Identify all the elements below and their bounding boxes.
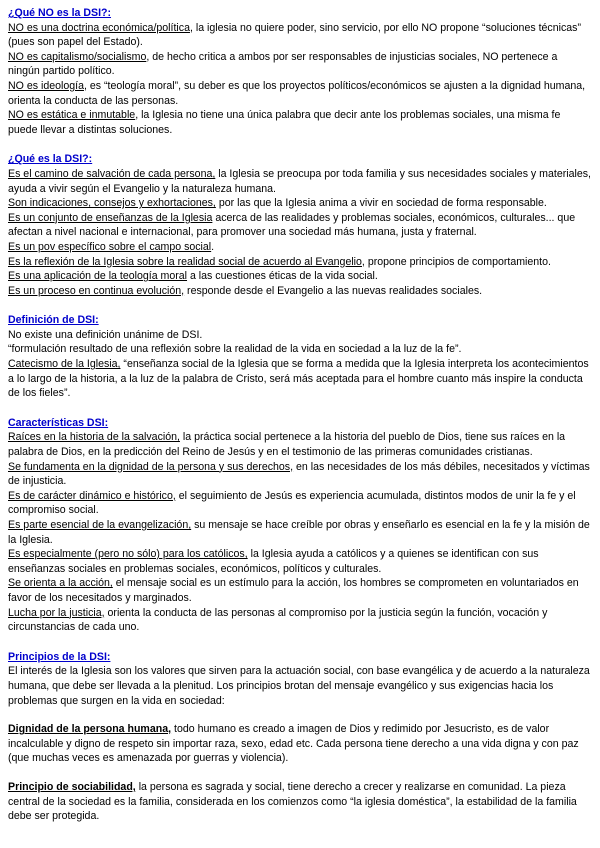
list-item — [8, 269, 592, 284]
item-lead: Es un pov específico sobre el campo social — [8, 240, 212, 253]
list-item — [8, 211, 592, 240]
item-text: responde desde el Evangelio a las nuevas realidades sociales. — [184, 284, 483, 297]
item-text: el seguimiento de Jesús es experiencia acumulada, distintos modos de unir la fe y el compromiso social. — [8, 489, 576, 517]
section-heading: ¿Qué NO es la DSI?: — [8, 7, 112, 19]
item-text: acerca de las realidades y problemas sociales, económicos, culturales... que afectan a nivel nacional e internacional, para promover una sociedad más humana, justa y fraternal. — [8, 211, 576, 239]
list-item — [8, 79, 592, 108]
item-lead: Lucha por la justicia, — [8, 606, 105, 619]
item-lead: NO es una doctrina económica/política — [8, 21, 190, 34]
item-text: todo humano es creado a imagen de Dios y redimido por Jesucristo, es de valor incalculable y digno de respeto sin importar raza, sexo, edad etc. Cada persona tiene derecho a una vida digna y con paz (que muchas veces es amenazada por guerras y violencia). — [8, 723, 579, 765]
section-heading: Características DSI: — [8, 416, 109, 429]
list-item — [8, 430, 592, 459]
section-heading: Principios de la DSI: — [8, 650, 111, 663]
item-lead: Catecismo de la Iglesia, — [8, 358, 121, 371]
item-lead: Es una aplicación de la teología moral — [8, 270, 188, 283]
item-text: “enseñanza social de la Iglesia que se forma a medida que la Iglesia interpreta los acontecimientos a lo largo de la historia, a la luz de la palabra de Cristo, será más aceptada para el hombre cuanto más inspire la conducta de los fieles”. — [8, 358, 589, 400]
item-lead: Es la reflexión de la Iglesia sobre la realidad social de acuerdo al Evangelio, — [8, 255, 365, 268]
list-item — [8, 21, 592, 50]
item-text: el mensaje social es un estímulo para la acción, los hombres se comprometen en voluntariados en favor de los necesitados y marginados. — [8, 577, 579, 604]
list-item — [8, 547, 592, 576]
item-text: la Iglesia se preocupa por toda familia y sus necesidades sociales y materiales, ayuda a vivir según el Evangelio y la naturaleza humana. — [8, 167, 591, 195]
section-definicion — [8, 313, 592, 401]
item-text: propone principios de comportamiento. — [364, 255, 551, 268]
item-text: , la iglesia no quiere poder, sino servicio, por ello NO propone “soluciones técnicas” (pues son papel del Estado). — [8, 21, 581, 49]
item-text: por las que la Iglesia anima a vivir en sociedad de forma responsable. — [215, 197, 547, 210]
item-text: la Iglesia ayuda a católicos y a quienes se identifican con sus enseñanzas sociales en problemas sociales, económicos, políticos y culturales. — [8, 548, 539, 575]
item-text: , es “teología moral”, su deber es que los proyectos políticos/económicos se ajusten a la dignidad humana, orienta la conducta de las personas. — [8, 79, 586, 107]
list-item — [8, 284, 592, 299]
list-item — [8, 460, 592, 489]
item-lead: Es de carácter dinámico e histórico, — [8, 489, 176, 502]
item-text: en las necesidades de los más débiles, necesitados y víctimas de injusticia. — [8, 460, 590, 488]
section-heading: ¿Qué es la DSI?: — [8, 153, 93, 166]
item-lead: Dignidad de la persona humana, — [8, 723, 172, 736]
item-lead: Es parte esencial de la evangelización, — [8, 519, 192, 531]
principle-sociabilidad — [8, 780, 592, 824]
item-text: orienta la conducta de las personas al compromiso por la justicia según la función, vocación y circunstancias de cada uno. — [8, 606, 548, 634]
list-item — [8, 50, 592, 79]
section-que-es — [8, 152, 592, 298]
item-lead: Es un conjunto de enseñanzas de la Iglesia — [8, 211, 213, 224]
item-text: su mensaje se hace creíble por obras y enseñarlo es esencial en la fe y la misión de la Iglesia. — [8, 519, 590, 546]
item-lead: Se fundamenta en la dignidad de la persona y sus derechos, — [8, 460, 294, 473]
list-item — [8, 255, 592, 270]
item-lead: NO es estática e inmutable — [8, 109, 136, 122]
section-que-no-es — [8, 6, 592, 137]
item-lead: Raíces en la historia de la salvación, — [8, 431, 180, 444]
item-lead: NO es ideología — [8, 79, 84, 92]
item-lead: Principio de sociabilidad, — [8, 780, 136, 793]
list-item — [8, 167, 592, 196]
quote: “formulación resultado de una reflexión sobre la realidad de la vida en sociedad a la luz de la fe”. — [8, 343, 462, 356]
item-text: la práctica social pertenece a la historia del pueblo de Dios, tiene sus raíces en la palabra de Dios, en la predicción del Reino de Jesús y en el testimonio de las primeras comunidades cristianas. — [8, 431, 566, 459]
section-principios — [8, 650, 592, 824]
item-text: . — [211, 240, 215, 253]
item-text: , la Iglesia no tiene una única palabra que decir ante los problemas sociales, una misma fe puede llevar a distintas soluciones. — [8, 109, 561, 136]
item-lead: Es un proceso en continua evolución, — [8, 284, 185, 297]
section-heading: Definición de DSI: — [8, 314, 99, 327]
item-text: la persona es sagrada y social, tiene derecho a crecer y realizarse en comunidad. La pieza central de la sociedad es la familia, considerada en los comienzos como “la iglesia doméstica”, la estabilidad de la familia debe ser protegida. — [8, 780, 577, 823]
paragraph — [8, 357, 592, 401]
list-item — [8, 240, 592, 255]
item-lead: Se orienta a la acción, — [8, 577, 113, 590]
list-item — [8, 196, 592, 211]
item-lead: Son indicaciones, consejos y exhortaciones, — [8, 197, 216, 210]
item-lead: Es especialmente (pero no sólo) para los católicos, — [8, 548, 248, 561]
item-text: a las cuestiones éticas de la vida social. — [187, 270, 378, 283]
item-lead: Es el camino de salvación de cada persona, — [8, 167, 216, 180]
paragraph: El interés de la Iglesia son los valores que sirven para la actuación social, con base evangélica y de acuerdo a la naturaleza humana, que debe ser llevada a la plenitud. Los principios brotan del mensaje evangélico y sus exigencias hacia los problemas que surgen en la vida en sociedad: — [8, 665, 590, 707]
list-item — [8, 518, 592, 547]
principle-dignidad — [8, 722, 592, 766]
list-item — [8, 108, 592, 137]
item-text: , de hecho critica a ambos por ser responsables de injusticias sociales, NO pertenece a ningún partido político. — [8, 50, 558, 78]
paragraph: No existe una definición unánime de DSI. — [8, 328, 203, 341]
list-item — [8, 489, 592, 518]
list-item — [8, 606, 592, 635]
section-caracteristicas — [8, 416, 592, 635]
item-lead: NO es capitalismo/socialismo — [8, 50, 147, 63]
list-item — [8, 576, 592, 605]
